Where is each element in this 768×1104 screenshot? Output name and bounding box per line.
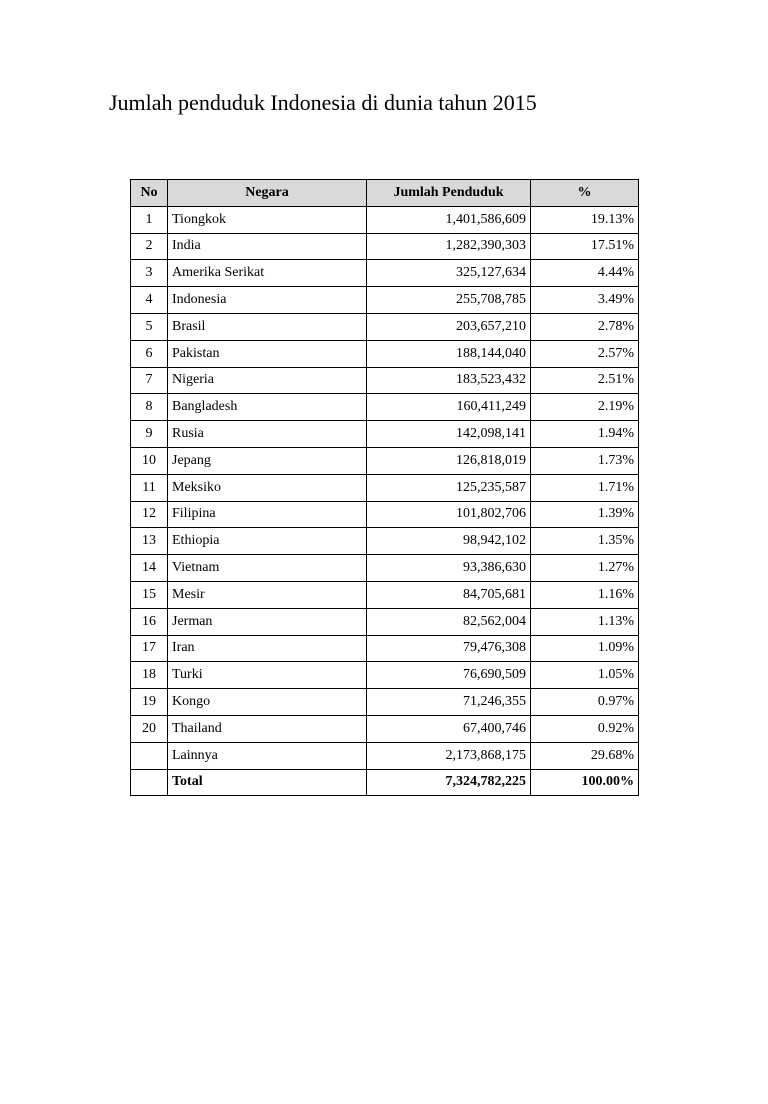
cell-no: 10 [131, 447, 168, 474]
population-table [130, 179, 639, 796]
table-row-others [131, 742, 639, 769]
cell-population: 82,562,004 [367, 608, 531, 635]
cell-country: Kongo [168, 689, 367, 716]
cell-population: 325,127,634 [367, 260, 531, 287]
cell-country: Jepang [168, 447, 367, 474]
cell-no: 13 [131, 528, 168, 555]
table-row [131, 474, 639, 501]
cell-country: Meksiko [168, 474, 367, 501]
cell-country: Mesir [168, 581, 367, 608]
cell-population: 98,942,102 [367, 528, 531, 555]
cell-population: 84,705,681 [367, 581, 531, 608]
cell-total-percent: 100.00% [531, 769, 639, 796]
header-percent: % [531, 180, 639, 207]
cell-country: Thailand [168, 715, 367, 742]
cell-no: 11 [131, 474, 168, 501]
cell-percent: 0.92% [531, 715, 639, 742]
cell-population: 2,173,868,175 [367, 742, 531, 769]
cell-percent: 19.13% [531, 206, 639, 233]
cell-percent: 2.51% [531, 367, 639, 394]
cell-country: Rusia [168, 421, 367, 448]
cell-no: 2 [131, 233, 168, 260]
cell-percent: 1.71% [531, 474, 639, 501]
table-header-row [131, 180, 639, 207]
cell-country: Amerika Serikat [168, 260, 367, 287]
cell-percent: 2.57% [531, 340, 639, 367]
cell-percent: 4.44% [531, 260, 639, 287]
table-row [131, 421, 639, 448]
table-row [131, 715, 639, 742]
cell-percent: 2.19% [531, 394, 639, 421]
cell-population: 126,818,019 [367, 447, 531, 474]
cell-no: 20 [131, 715, 168, 742]
table-row [131, 313, 639, 340]
cell-country: Bangladesh [168, 394, 367, 421]
cell-no: 7 [131, 367, 168, 394]
cell-country: India [168, 233, 367, 260]
header-no: No [131, 180, 168, 207]
cell-country: Pakistan [168, 340, 367, 367]
cell-population: 160,411,249 [367, 394, 531, 421]
cell-no: 1 [131, 206, 168, 233]
cell-population: 1,282,390,303 [367, 233, 531, 260]
cell-no: 8 [131, 394, 168, 421]
cell-country: Iran [168, 635, 367, 662]
cell-country: Lainnya [168, 742, 367, 769]
cell-population: 188,144,040 [367, 340, 531, 367]
cell-percent: 1.39% [531, 501, 639, 528]
table-row [131, 528, 639, 555]
cell-country: Filipina [168, 501, 367, 528]
cell-percent: 1.09% [531, 635, 639, 662]
cell-no: 6 [131, 340, 168, 367]
cell-percent: 0.97% [531, 689, 639, 716]
cell-country: Nigeria [168, 367, 367, 394]
table-row [131, 206, 639, 233]
header-population: Jumlah Penduduk [367, 180, 531, 207]
table-row [131, 608, 639, 635]
page-title: Jumlah penduduk Indonesia di dunia tahun 2015 [109, 90, 537, 115]
cell-no: 15 [131, 581, 168, 608]
cell-percent: 1.27% [531, 555, 639, 582]
table-row [131, 233, 639, 260]
table-row [131, 447, 639, 474]
cell-country: Vietnam [168, 555, 367, 582]
cell-population: 1,401,586,609 [367, 206, 531, 233]
cell-percent: 29.68% [531, 742, 639, 769]
cell-population: 183,523,432 [367, 367, 531, 394]
table-row [131, 394, 639, 421]
cell-population: 79,476,308 [367, 635, 531, 662]
cell-no: 5 [131, 313, 168, 340]
table-row [131, 581, 639, 608]
table-row [131, 635, 639, 662]
cell-no: 18 [131, 662, 168, 689]
cell-no: 12 [131, 501, 168, 528]
cell-no [131, 742, 168, 769]
cell-percent: 1.05% [531, 662, 639, 689]
cell-country: Ethiopia [168, 528, 367, 555]
cell-population: 125,235,587 [367, 474, 531, 501]
table-row [131, 367, 639, 394]
table-row [131, 662, 639, 689]
cell-no: 14 [131, 555, 168, 582]
cell-population: 142,098,141 [367, 421, 531, 448]
cell-no [131, 769, 168, 796]
cell-total-label: Total [168, 769, 367, 796]
cell-percent: 1.35% [531, 528, 639, 555]
table-row [131, 501, 639, 528]
cell-population: 203,657,210 [367, 313, 531, 340]
cell-population: 101,802,706 [367, 501, 531, 528]
cell-population: 67,400,746 [367, 715, 531, 742]
cell-percent: 1.73% [531, 447, 639, 474]
table-row [131, 287, 639, 314]
cell-no: 19 [131, 689, 168, 716]
cell-country: Jerman [168, 608, 367, 635]
cell-total-population: 7,324,782,225 [367, 769, 531, 796]
cell-country: Turki [168, 662, 367, 689]
table-row [131, 689, 639, 716]
cell-country: Tiongkok [168, 206, 367, 233]
cell-no: 16 [131, 608, 168, 635]
table-row [131, 340, 639, 367]
cell-no: 17 [131, 635, 168, 662]
cell-percent: 2.78% [531, 313, 639, 340]
cell-population: 255,708,785 [367, 287, 531, 314]
table-row [131, 260, 639, 287]
cell-population: 76,690,509 [367, 662, 531, 689]
cell-percent: 1.16% [531, 581, 639, 608]
cell-no: 4 [131, 287, 168, 314]
table-row [131, 555, 639, 582]
header-country: Negara [168, 180, 367, 207]
cell-population: 71,246,355 [367, 689, 531, 716]
cell-no: 3 [131, 260, 168, 287]
cell-percent: 17.51% [531, 233, 639, 260]
table-row-total [131, 769, 639, 796]
cell-percent: 1.94% [531, 421, 639, 448]
cell-percent: 1.13% [531, 608, 639, 635]
cell-country: Indonesia [168, 287, 367, 314]
cell-percent: 3.49% [531, 287, 639, 314]
cell-country: Brasil [168, 313, 367, 340]
cell-population: 93,386,630 [367, 555, 531, 582]
cell-no: 9 [131, 421, 168, 448]
